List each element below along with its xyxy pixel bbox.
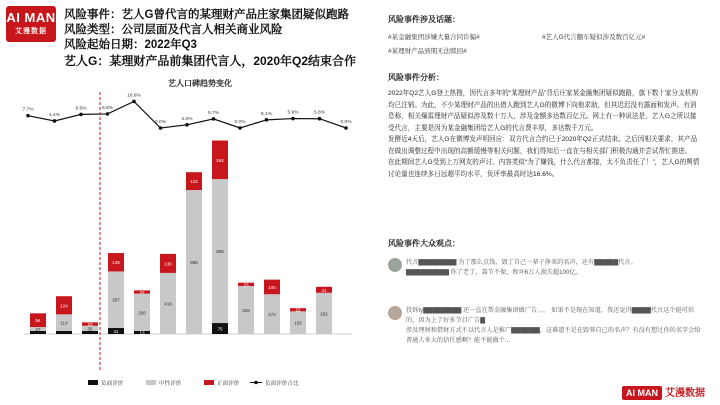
line-data-label: 5.9% (287, 110, 299, 116)
topic-tag[interactable]: #某理财产品到期无法赎回# (388, 48, 467, 55)
bar-data-label: 114 (60, 320, 68, 326)
line-data-label: 5.1% (261, 111, 272, 117)
analysis-title: 风险事件分析： (388, 73, 444, 82)
bar-data-label: 985 (216, 249, 224, 255)
line-data-label: 5.7% (208, 110, 219, 116)
analysis-body (388, 88, 702, 180)
legend-swatch (254, 381, 258, 385)
line-point (106, 112, 110, 116)
legend-swatch (146, 380, 156, 385)
line-point (265, 118, 269, 122)
logo-subtext: 艾漫数据 (15, 28, 47, 35)
bar-data-label: 22 (295, 307, 301, 313)
risk-date-line: 风险起始日期：2022年Q3 (64, 39, 197, 51)
line-data-label: 0.0% (234, 120, 246, 125)
user-avatar (388, 306, 402, 320)
bar-data-label: 23 (243, 282, 249, 288)
bar-data-label: 155 (294, 320, 302, 326)
negative-bar (82, 331, 98, 334)
analysis-paragraph: 2022年Q2艺人G登上热搜，因代言多年的“某理财产品”背后庄家某金融集团疑似跑路，旗下数十家分支机构均已注销。为此，不少某理财产品的出借人跑到艺人G的微博下向他求助，但其迟迟没有露面和发声。有消息称，相关爆雷理财产品疑似涉及数十万人，涉及金额多达数百亿元。网上有一种说法是，艺人G之所以接受代言，主要是因为某金融集团给艺人G的代言费丰厚，多达数千万元。 (388, 90, 698, 132)
legend-swatch (204, 380, 214, 385)
line-point (185, 123, 189, 127)
comment-text: ▇▇▇▇▇▇▇▇▇ 你了老了，靠节不保，败坏6万人损失超100亿。 (406, 269, 582, 276)
bar-data-label: 94 (35, 318, 41, 324)
bar-data-label: 23 (87, 322, 93, 328)
line-point (318, 117, 322, 121)
topic-tag[interactable]: #某金融集团涉嫌大量合同诈骗# (388, 34, 480, 41)
bar-data-label: 36 (87, 326, 93, 332)
line-point (291, 117, 295, 121)
line-point (159, 126, 163, 130)
line-data-label: 16.6% (127, 93, 141, 99)
bar-data-label: 75 (217, 326, 223, 332)
line-data-label: 5.8% (314, 110, 325, 116)
comment-text: 投诉ty▇▇▇▇▇▇▇▇ 还一直在帮金融集团做广告。。。 如果不是现在知道，我还觉得▇▇▇▇代言这个挺可信的，因为上了好多节目广告▇ (406, 307, 695, 324)
line-data-label: 0.0% (155, 120, 166, 125)
legend-swatch (88, 380, 98, 385)
line-point (212, 117, 216, 121)
legend-label: 正面评价 (217, 381, 240, 387)
analysis-paragraph: 发酵近4天后，艺人G在微博发声明回应：双方代言合约已于2020年Q2正式结束。之后因相关要求，其产品在做出调整过程中出现的高额缓慢等相关问题，我们得知后一直在与相关部门积极沟通并尝试帮忙推进。 (388, 136, 698, 155)
line-point (132, 100, 136, 104)
topics-title: 风险事件涉及话题： (388, 15, 460, 24)
line-point (53, 119, 57, 123)
risk-type-line: 风险类型：公司层面及代言人相关商业风险 (64, 24, 283, 36)
bar-data-label: 100 (268, 284, 276, 290)
bar-data-label: 418 (164, 301, 172, 307)
aiman-logo (6, 6, 56, 42)
line-point (26, 114, 30, 118)
reputation-trend-chart (0, 70, 372, 400)
footer-logo-mark: AI MAN (622, 386, 662, 400)
topic-tag[interactable]: #艺人G代言翻车疑似涉及数百亿元# (542, 34, 646, 41)
line-data-label: 2.0% (181, 116, 193, 122)
risk-event-line: 风险事件：艺人G曾代言的某理财产品庄家集团疑似跑路 (64, 9, 349, 21)
bar-data-label: 27 (35, 327, 41, 333)
bar-data-label: 13 (139, 330, 145, 336)
negative-bar (56, 331, 72, 334)
legend-label: 负面评价占比 (265, 381, 299, 387)
bar-data-label: 272 (268, 312, 276, 318)
opinions-title: 风险事件大众观点： (388, 239, 460, 248)
logo-text: AI MAN (6, 10, 56, 25)
bar-data-label: 122 (190, 179, 198, 185)
bar-data-label: 41 (321, 287, 327, 293)
analysis-paragraph: 在此期间艺人G受到上万网友的声讨，内容类似“为了赚钱，什么代言都接，太不负责任了！”，艺人G的舆情讨论量也连续多日远超平均水平，负评率最高时达16.6%。 (388, 159, 700, 178)
bar-data-label: 124 (60, 303, 68, 309)
bar-data-label: 985 (190, 260, 198, 266)
line-data-label: 8.5% (75, 106, 87, 112)
bar-data-label: 328 (242, 308, 250, 314)
legend-label: 中性评价 (159, 381, 182, 387)
line-data-label: 8.8% (102, 105, 113, 111)
line-point (79, 113, 83, 117)
bar-data-label: 41 (113, 329, 119, 335)
bar-data-label: 22 (139, 289, 145, 295)
line-data-label: 4.4% (49, 112, 60, 118)
legend-label: 负面评价 (101, 381, 124, 387)
chart-title: 艺人口碑趋势变化 (168, 79, 232, 88)
comment-item (406, 258, 706, 278)
bar-data-label: 130 (164, 261, 172, 267)
comment-text: 代言▇▇▇▇▇▇▇▇ 为了那么点钱，毁了自己一辈子挣来的名声，还有▇▇▇▇▇代言。 (406, 259, 637, 266)
comment-text: 涉及理财和借财方式不以代言人是推广▇▇▇▇▇▇。这难道不是在毁辱自己的名声？有没有想过你的名字会给普通人多大的信任感啊？能不能做个... (406, 327, 701, 344)
footer-logo (622, 383, 712, 401)
footer-logo-text: 艾漫数据 (665, 388, 705, 399)
bar-data-label: 256 (138, 310, 146, 316)
line-point (344, 126, 348, 130)
comment-item (406, 306, 706, 346)
artist-role-line: 艺人G：某理财产品前集团代言人，2020年Q2结束合作 (64, 54, 357, 68)
bar-data-label: 282 (320, 311, 328, 317)
line-data-label: 0.0% (340, 120, 352, 125)
bar-data-label: 387 (112, 297, 120, 303)
bar-data-label: 264 (216, 157, 224, 163)
user-avatar (388, 258, 402, 272)
bar-data-label: 126 (112, 260, 120, 266)
line-data-label: 7.7% (22, 107, 34, 113)
line-point (238, 126, 242, 130)
